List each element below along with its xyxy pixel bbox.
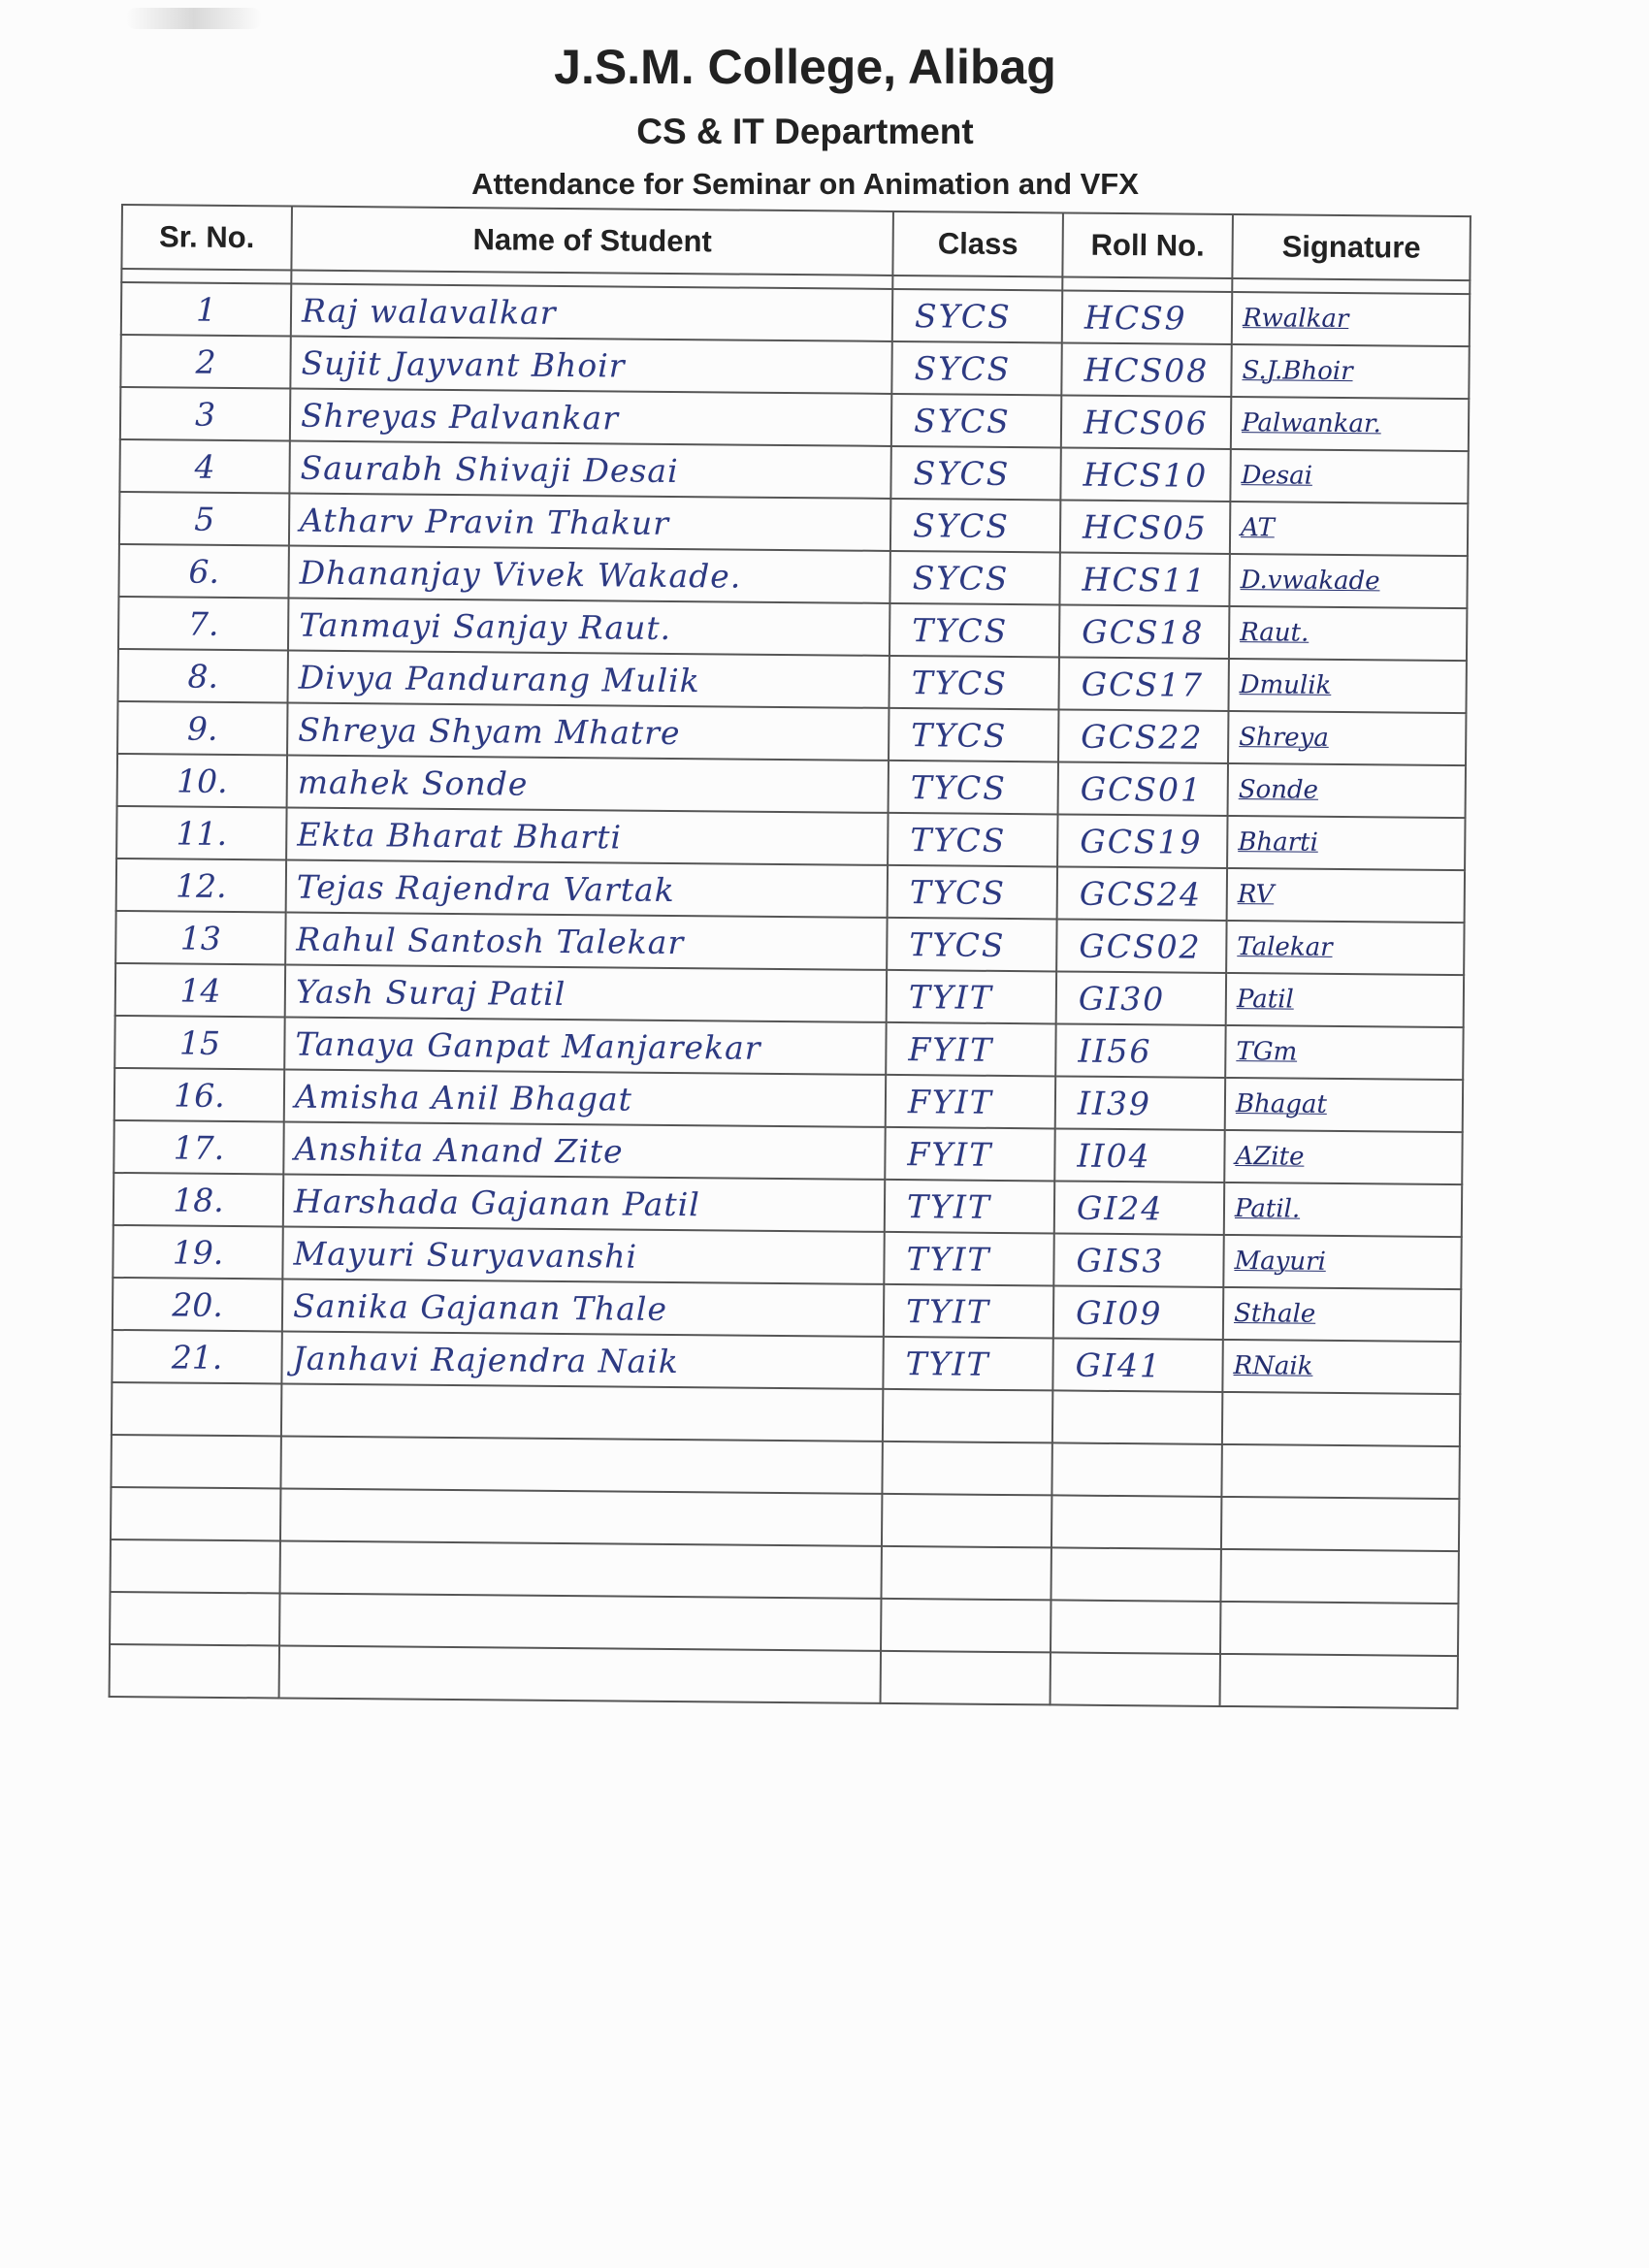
cell-student-name: Tanaya Ganpat Manjarekar <box>284 1018 886 1075</box>
cell-student-name: Atharv Pravin Thakur <box>289 494 890 551</box>
cell-sr-no: 15 <box>114 1016 284 1070</box>
cell-sr-no: 4 <box>119 439 289 494</box>
cell-sr-no: 5 <box>119 492 289 546</box>
cell-roll-no: GI09 <box>1053 1285 1223 1340</box>
cell-roll-no: GCS18 <box>1059 604 1229 659</box>
empty-cell <box>111 1539 280 1594</box>
empty-cell <box>280 1488 882 1545</box>
cell-student-name: Shreyas Palvankar <box>290 389 891 446</box>
cell-sr-no: 7. <box>118 597 288 651</box>
cell-signature: Rwalkar <box>1232 292 1470 346</box>
cell-sr-no: 6. <box>118 544 288 599</box>
cell-sr-no: 2 <box>120 335 290 389</box>
cell-signature: Palwankar. <box>1231 397 1469 451</box>
cell-signature: AT <box>1230 502 1468 556</box>
cell-roll-no: GI41 <box>1052 1338 1222 1392</box>
empty-cell <box>1051 1547 1220 1602</box>
cell-class: FYIT <box>886 1022 1055 1077</box>
cell-signature: TGm <box>1225 1025 1463 1080</box>
cell-signature: Sonde <box>1228 763 1466 818</box>
cell-sr-no: 16. <box>114 1068 284 1122</box>
cell-signature: Bhagat <box>1225 1078 1463 1132</box>
cell-student-name: Janhavi Rajendra Naik <box>281 1331 883 1388</box>
column-header-sr-no: Sr. No. <box>121 205 292 271</box>
empty-cell <box>1222 1392 1460 1446</box>
department-title: CS & IT Department <box>636 112 974 151</box>
table-body <box>110 269 1471 1708</box>
empty-cell <box>1220 1602 1458 1656</box>
cell-roll-no: GCS24 <box>1057 866 1227 921</box>
cell-roll-no: HCS05 <box>1060 500 1230 554</box>
empty-cell <box>1051 1600 1220 1654</box>
cell-student-name: Amisha Anil Bhagat <box>284 1070 886 1127</box>
empty-cell <box>110 1644 279 1699</box>
cell-signature: Bharti <box>1227 816 1465 870</box>
table-header-row <box>121 205 1471 280</box>
column-header-signature: Signature <box>1232 214 1471 280</box>
cell-sr-no: 3 <box>120 387 290 441</box>
cell-student-name: Shreya Shyam Mhatre <box>287 703 889 761</box>
empty-cell <box>1052 1390 1222 1444</box>
cell-roll-no: HCS06 <box>1061 395 1231 449</box>
empty-cell <box>112 1382 281 1437</box>
cell-signature: Dmulik <box>1228 659 1466 713</box>
cell-student-name: Yash Suraj Patil <box>285 965 887 1022</box>
cell-class: FYIT <box>885 1127 1054 1182</box>
cell-signature: Talekar <box>1226 921 1464 975</box>
empty-cell <box>279 1645 881 1702</box>
cell-class: SYCS <box>889 551 1059 605</box>
cell-student-name: Sanika Gajanan Thale <box>282 1279 884 1336</box>
cell-signature: D.vwakade <box>1229 554 1467 608</box>
cell-signature: AZite <box>1224 1130 1462 1184</box>
cell-student-name: mahek Sonde <box>287 756 889 813</box>
empty-cell <box>280 1436 882 1493</box>
cell-class: SYCS <box>892 289 1062 343</box>
cell-student-name: Rahul Santosh Talekar <box>285 913 887 970</box>
empty-cell <box>1220 1654 1458 1708</box>
cell-student-name: Saurabh Shivaji Desai <box>289 441 890 499</box>
scan-smudge <box>126 8 262 29</box>
cell-student-name: Divya Pandurang Mulik <box>288 651 889 708</box>
empty-cell <box>279 1593 881 1650</box>
cell-student-name: Tanmayi Sanjay Raut. <box>288 599 889 656</box>
cell-student-name: Ekta Bharat Bharti <box>286 808 888 865</box>
empty-cell <box>1051 1495 1221 1549</box>
empty-cell <box>110 1592 279 1646</box>
cell-roll-no: II04 <box>1054 1128 1224 1183</box>
cell-roll-no: GCS19 <box>1057 814 1227 868</box>
cell-sr-no: 21. <box>112 1330 281 1384</box>
cell-signature: RNaik <box>1222 1340 1460 1394</box>
cell-sr-no: 17. <box>113 1120 283 1175</box>
cell-class: TYIT <box>883 1337 1052 1391</box>
cell-class: SYCS <box>891 341 1061 396</box>
cell-class: SYCS <box>890 499 1060 553</box>
cell-signature: Mayuri <box>1223 1235 1461 1289</box>
cell-class: TYCS <box>889 708 1058 762</box>
cell-signature: Patil <box>1226 973 1464 1027</box>
empty-cell <box>883 1389 1052 1443</box>
cell-class: TYCS <box>888 865 1057 920</box>
empty-cell <box>281 1383 883 1441</box>
empty-cell <box>882 1442 1051 1496</box>
cell-class: TYCS <box>889 603 1059 658</box>
cell-class: TYIT <box>887 970 1056 1024</box>
cell-signature: RV <box>1227 868 1465 923</box>
cell-roll-no: GI24 <box>1054 1181 1224 1235</box>
column-header-roll-no: Roll No. <box>1062 212 1233 278</box>
empty-cell <box>1220 1549 1458 1604</box>
cell-roll-no: HCS9 <box>1062 290 1232 344</box>
cell-signature: Raut. <box>1229 606 1467 661</box>
cell-sr-no: 19. <box>113 1225 282 1280</box>
cell-roll-no: II56 <box>1055 1023 1225 1078</box>
cell-class: TYCS <box>888 813 1057 867</box>
cell-sr-no: 1 <box>121 282 291 337</box>
cell-roll-no: GI30 <box>1056 971 1226 1025</box>
cell-sr-no: 13 <box>115 911 285 965</box>
empty-cell <box>280 1540 882 1598</box>
cell-sr-no: 11. <box>116 806 286 860</box>
cell-class: TYIT <box>884 1284 1053 1339</box>
cell-class: SYCS <box>891 394 1061 448</box>
cell-roll-no: II39 <box>1055 1076 1225 1130</box>
empty-cell <box>881 1599 1051 1653</box>
attendance-table <box>109 204 1471 1709</box>
cell-roll-no: HCS11 <box>1059 552 1229 606</box>
empty-cell <box>111 1435 280 1489</box>
college-title: J.S.M. College, Alibag <box>554 40 1056 94</box>
empty-cell <box>882 1494 1051 1548</box>
cell-sr-no: 14 <box>115 963 285 1018</box>
cell-student-name: Sujit Jayvant Bhoir <box>290 337 891 394</box>
cell-roll-no: GCS17 <box>1058 657 1228 711</box>
cell-signature: Patil. <box>1224 1183 1462 1237</box>
cell-student-name: Dhananjay Vivek Wakade. <box>288 546 889 603</box>
cell-roll-no: HCS08 <box>1061 342 1231 397</box>
empty-cell <box>1051 1652 1220 1706</box>
cell-roll-no: GIS3 <box>1053 1233 1223 1287</box>
empty-cell <box>1221 1444 1459 1499</box>
cell-sr-no: 20. <box>113 1278 282 1332</box>
cell-student-name: Harshada Gajanan Patil <box>283 1174 885 1231</box>
cell-student-name: Mayuri Suryavanshi <box>282 1226 884 1283</box>
cell-student-name: Anshita Anand Zite <box>283 1121 885 1179</box>
cell-class: TYCS <box>889 656 1058 710</box>
cell-class: TYIT <box>885 1180 1054 1234</box>
cell-class: TYCS <box>887 918 1056 972</box>
event-caption: Attendance for Seminar on Animation and VFX <box>471 167 1139 201</box>
cell-signature: Sthale <box>1223 1287 1461 1342</box>
cell-class: TYIT <box>884 1232 1053 1286</box>
empty-cell <box>1051 1442 1221 1497</box>
cell-signature: Shreya <box>1228 711 1466 765</box>
empty-cell <box>881 1651 1051 1705</box>
empty-cell <box>111 1487 280 1541</box>
cell-sr-no: 12. <box>116 859 286 913</box>
attendance-table-wrapper <box>109 204 1470 1709</box>
cell-signature: S.J.Bhoir <box>1231 344 1469 399</box>
cell-sr-no: 18. <box>113 1173 283 1227</box>
cell-class: FYIT <box>886 1075 1055 1129</box>
cell-signature: Desai <box>1230 449 1468 503</box>
empty-cell <box>881 1546 1051 1601</box>
cell-sr-no: 8. <box>118 649 288 703</box>
empty-cell <box>1221 1497 1459 1551</box>
cell-roll-no: GCS22 <box>1058 709 1228 763</box>
cell-class: SYCS <box>890 446 1060 501</box>
cell-class: TYCS <box>889 761 1058 815</box>
cell-roll-no: HCS10 <box>1060 447 1230 502</box>
cell-sr-no: 10. <box>117 754 287 808</box>
empty-row <box>110 1644 1458 1708</box>
column-header-class: Class <box>892 211 1063 277</box>
cell-sr-no: 9. <box>117 701 287 756</box>
cell-roll-no: GCS01 <box>1058 761 1228 816</box>
cell-student-name: Raj walavalkar <box>291 284 892 341</box>
column-header-name: Name of Student <box>291 207 893 275</box>
cell-student-name: Tejas Rajendra Vartak <box>286 860 888 918</box>
cell-roll-no: GCS02 <box>1056 919 1226 973</box>
